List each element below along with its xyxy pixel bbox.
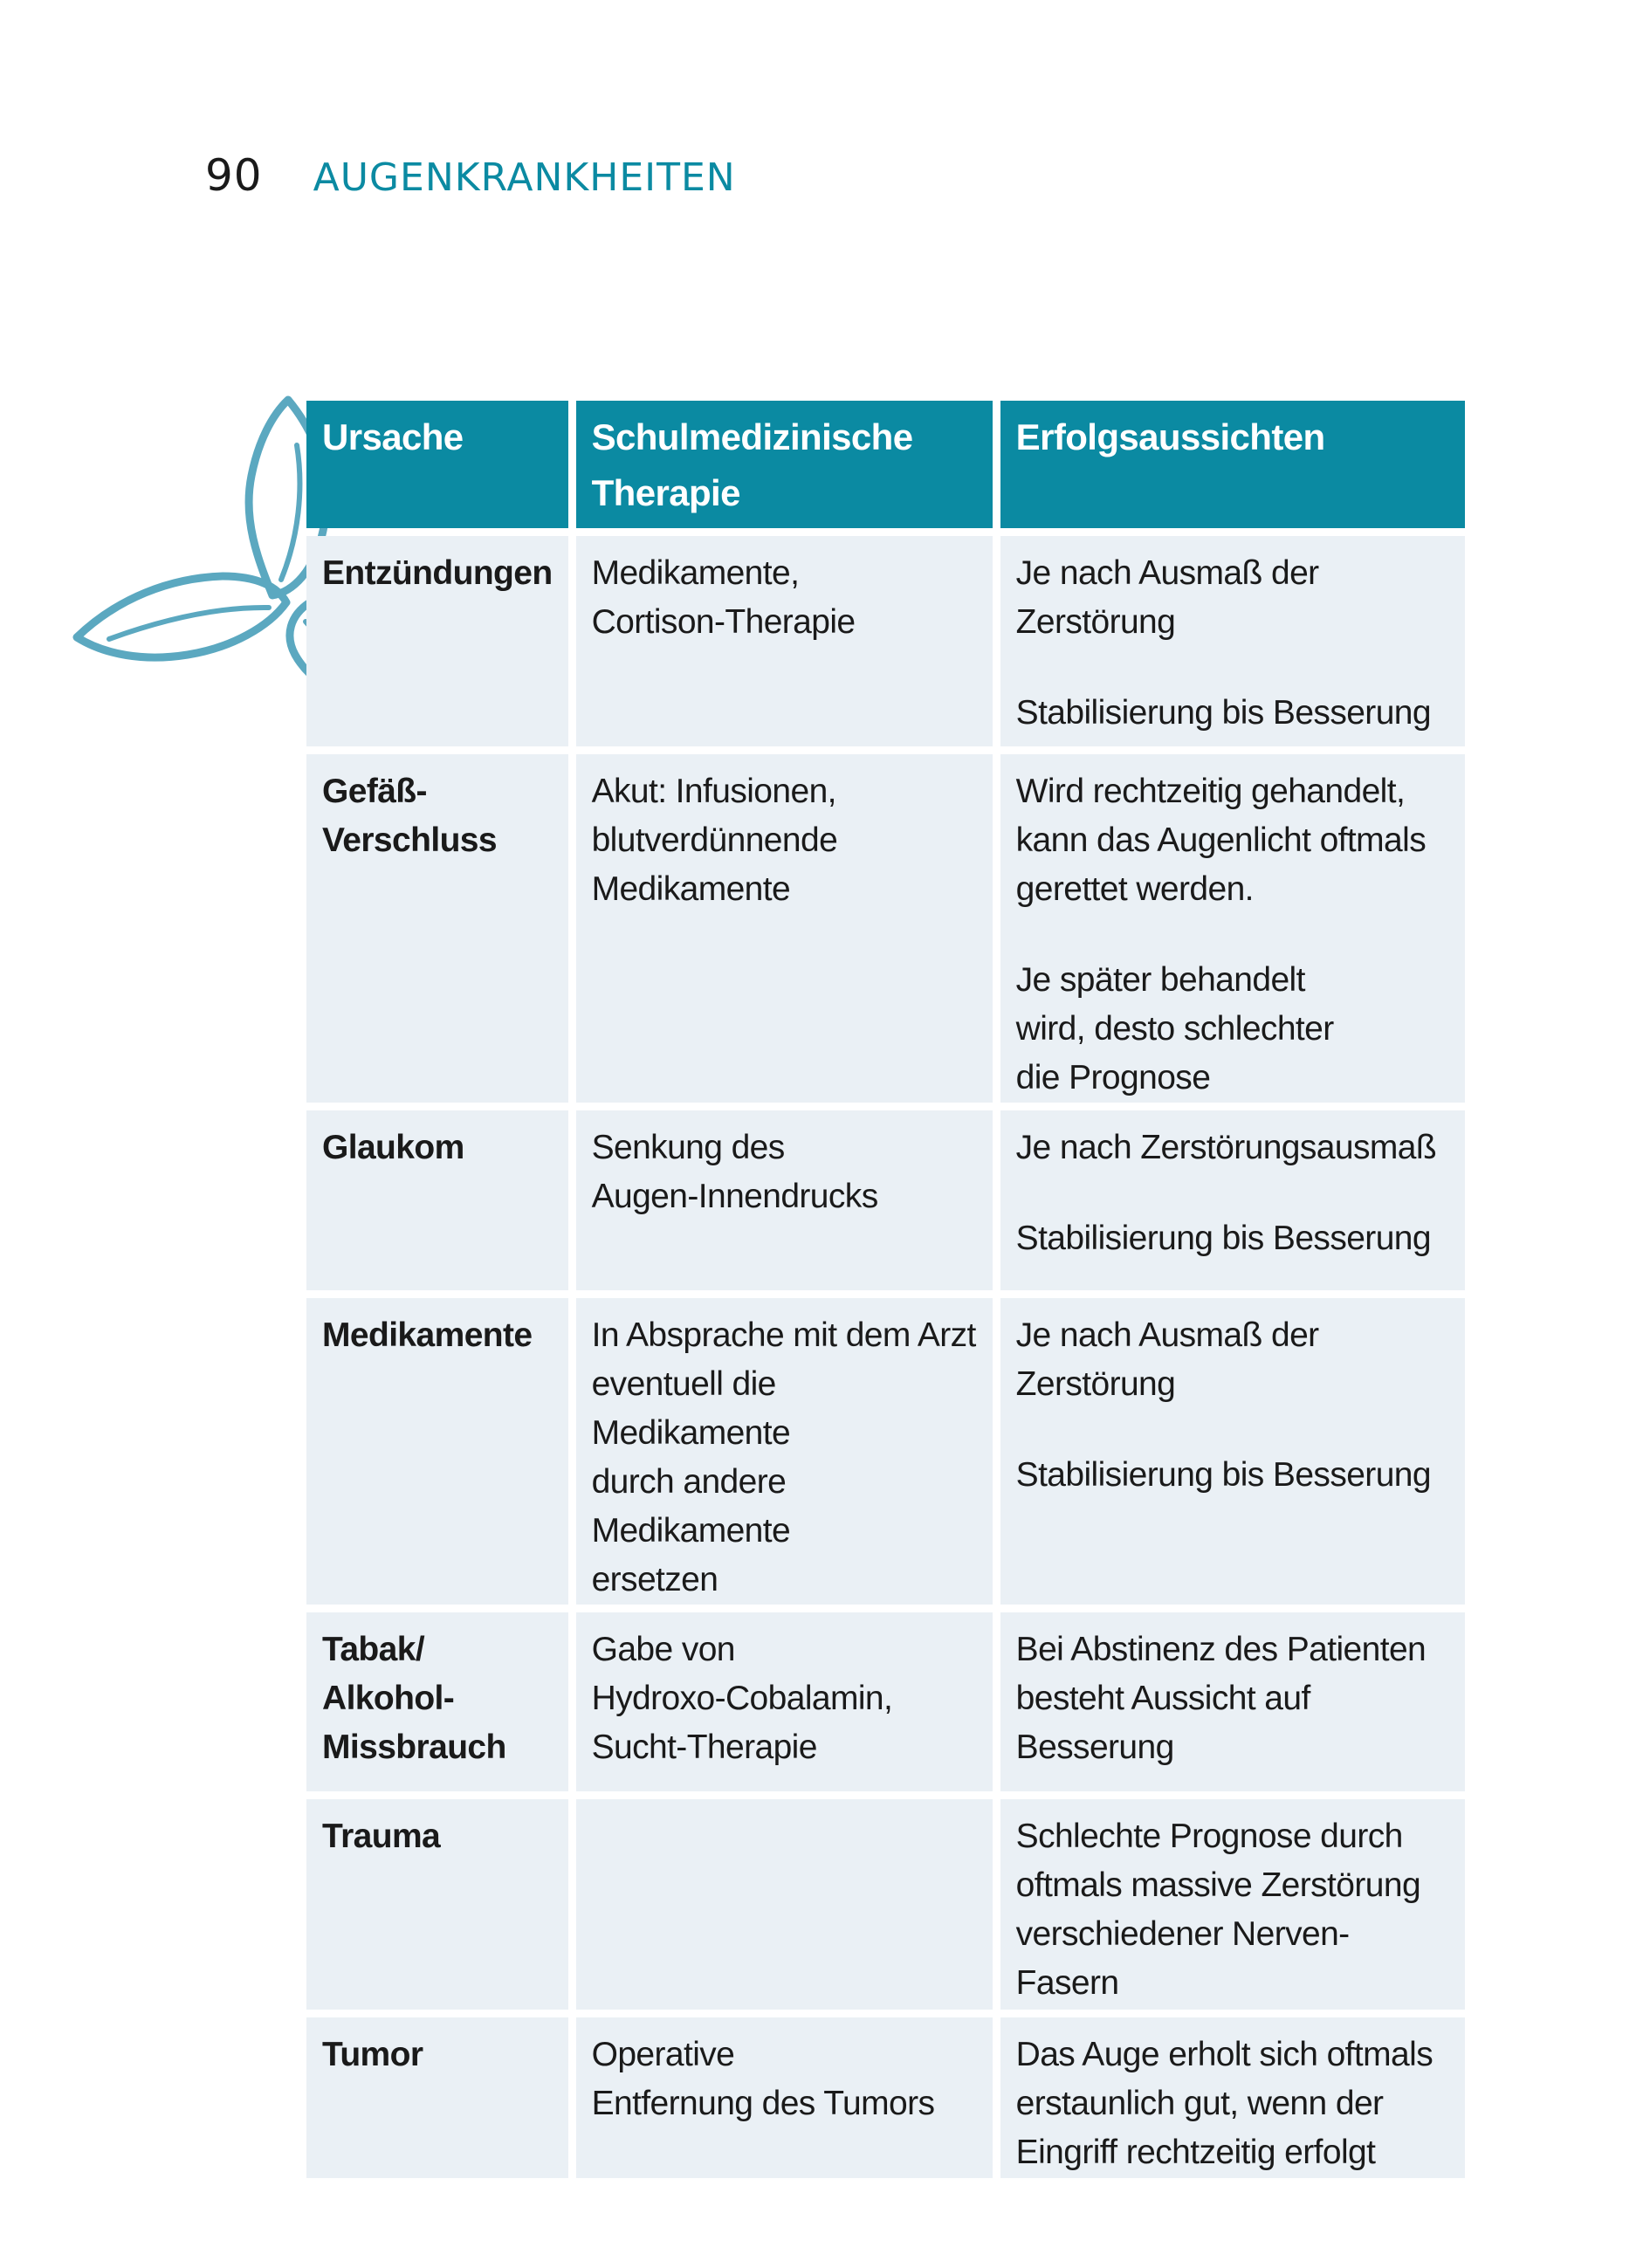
therapy-cell: Senkung des Augen-Innendrucks xyxy=(576,1110,993,1290)
table-row xyxy=(306,1110,1465,1290)
cause-cell: Gefäß- Verschluss xyxy=(306,754,568,1103)
prospects-paragraph: Stabilisierung bis Besserung xyxy=(1015,1456,1431,1494)
therapy-cell: Akut: Infusionen, blutverdünnende Medikamente xyxy=(576,754,993,1103)
prospects-paragraph: Je nach Ausmaß der Zerstörung xyxy=(1015,554,1319,641)
prospects-cell xyxy=(1000,1799,1465,2010)
therapy-cell: Gabe von Hydroxo-Cobalamin, Sucht-Therapie xyxy=(576,1612,993,1791)
cause-cell: Tumor xyxy=(306,2017,568,2178)
table-row xyxy=(306,1799,1465,2010)
therapy-cell: Operative Entfernung des Tumors xyxy=(576,2017,993,2178)
prospects-cell xyxy=(1000,1298,1465,1605)
table-row xyxy=(306,536,1465,746)
prospects-paragraph: Je nach Zerstörungsausmaß xyxy=(1015,1129,1437,1166)
page-number: 90 xyxy=(205,150,263,201)
therapy-cell: Medikamente, Cortison-Therapie xyxy=(576,536,993,746)
prospects-paragraph: Bei Abstinenz des Patienten besteht Aussicht auf Besserung xyxy=(1015,1631,1427,1766)
page-header xyxy=(205,150,736,201)
therapy-table xyxy=(299,393,1473,2186)
column-header-cause: Ursache xyxy=(306,401,568,528)
chapter-title: AUGENKRANKHEITEN xyxy=(313,155,736,200)
prospects-cell xyxy=(1000,2017,1465,2178)
prospects-paragraph: Wird rechtzeitig gehandelt, kann das Augenlicht oftmals gerettet werden. xyxy=(1015,773,1427,908)
prospects-paragraph: Schlechte Prognose durch oftmals massive Zerstörung verschiedener Nerven-Fasern xyxy=(1015,1818,1421,2002)
prospects-paragraph: Stabilisierung bis Besserung xyxy=(1015,1220,1431,1257)
cause-cell: Glaukom xyxy=(306,1110,568,1290)
therapy-table-container xyxy=(306,401,1465,2171)
prospects-paragraph: Je später behandelt wird, desto schlechter die Prognose xyxy=(1015,961,1334,1096)
prospects-cell xyxy=(1000,536,1465,746)
prospects-paragraph: Je nach Ausmaß der Zerstörung xyxy=(1015,1316,1319,1403)
table-row xyxy=(306,2017,1465,2178)
table-header-row xyxy=(306,401,1465,528)
table-row xyxy=(306,1298,1465,1605)
prospects-paragraph: Das Auge erholt sich oftmals erstaunlich gut, wenn der Eingriff rechtzeitig erfolgt xyxy=(1015,2036,1433,2171)
table-row xyxy=(306,754,1465,1103)
therapy-cell xyxy=(576,1799,993,2010)
prospects-paragraph: Stabilisierung bis Besserung xyxy=(1015,694,1431,732)
therapy-cell: In Absprache mit dem Arzt eventuell die Medikamente durch andere Medikamente ersetzen xyxy=(576,1298,993,1605)
prospects-cell xyxy=(1000,1612,1465,1791)
prospects-cell xyxy=(1000,754,1465,1103)
prospects-cell xyxy=(1000,1110,1465,1290)
cause-cell: Entzündungen xyxy=(306,536,568,746)
column-header-prospects: Erfolgsaussichten xyxy=(1000,401,1465,528)
cause-cell: Tabak/ Alkohol- Missbrauch xyxy=(306,1612,568,1791)
cause-cell: Trauma xyxy=(306,1799,568,2010)
table-row xyxy=(306,1612,1465,1791)
cause-cell: Medikamente xyxy=(306,1298,568,1605)
column-header-therapy: Schulmedizinische Therapie xyxy=(576,401,993,528)
